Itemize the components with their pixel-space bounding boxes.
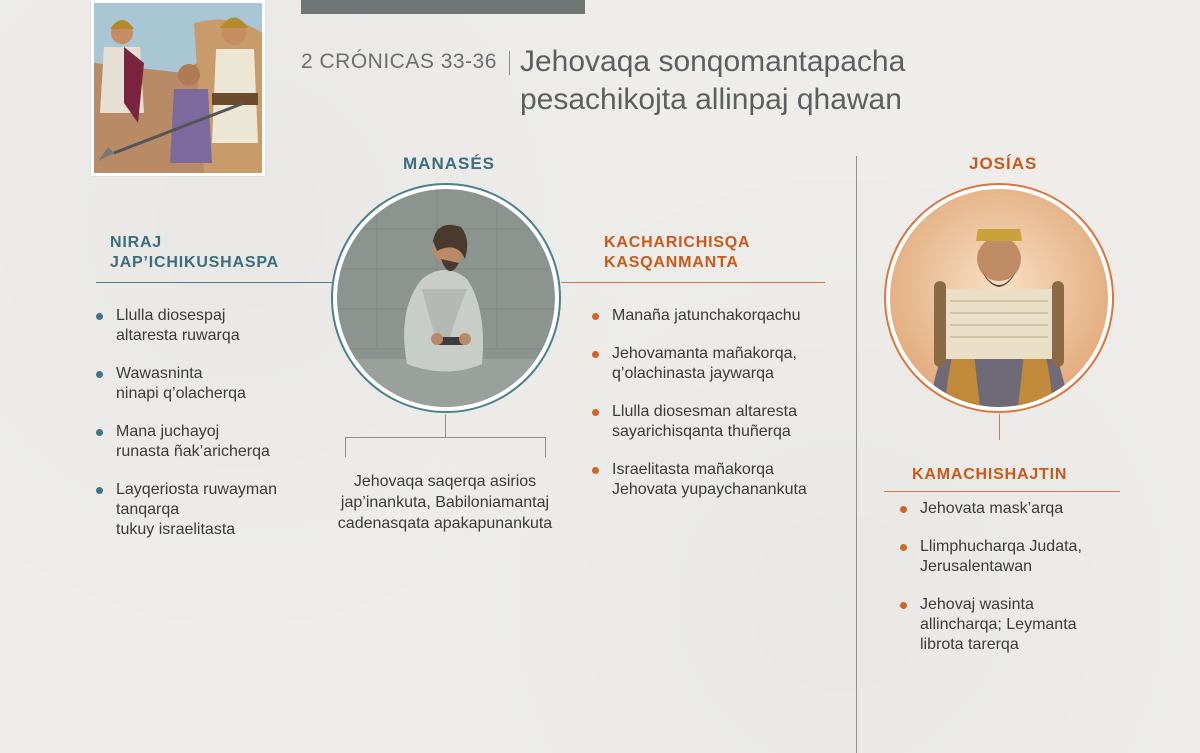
list-item bbox=[900, 537, 1130, 577]
scripture-reference: 2 CRÓNICAS 33-36 bbox=[301, 50, 497, 73]
list-item-line: Manaña jatunchakorqachu bbox=[612, 307, 801, 324]
repentance-divider bbox=[561, 282, 825, 283]
list-item-line: ninapi q’olacherqa bbox=[116, 385, 246, 402]
section-divider bbox=[856, 156, 857, 753]
repentance-heading-line: KASQANMANTA bbox=[604, 254, 739, 271]
list-item bbox=[96, 480, 326, 540]
list-item-line: Wawasninta bbox=[116, 365, 203, 382]
list-item-line: Israelitasta mañakorqa bbox=[612, 461, 774, 478]
list-item bbox=[96, 306, 326, 346]
caption-line: jap’inankuta, Babiloniamantaj bbox=[340, 494, 550, 511]
bad-deeds-divider bbox=[96, 282, 332, 283]
list-item-line: tukuy israelitasta bbox=[116, 521, 236, 538]
reign-divider bbox=[884, 491, 1120, 492]
soldiers-illustration-icon bbox=[94, 3, 262, 173]
header-separator bbox=[509, 51, 510, 75]
top-bar bbox=[301, 0, 585, 14]
list-item-line: Layqeriosta ruwayman bbox=[116, 481, 277, 498]
list-item-line: runasta ñak’aricherqa bbox=[116, 443, 270, 460]
josias-portrait bbox=[884, 183, 1114, 413]
list-item bbox=[96, 422, 326, 462]
bad-deeds-heading bbox=[110, 233, 279, 273]
manases-portrait bbox=[331, 183, 561, 413]
consequence-caption bbox=[305, 471, 585, 534]
list-item-line: Jehovamanta mañakorqa, bbox=[612, 345, 797, 362]
list-item-line: Llulla diosespaj bbox=[116, 307, 226, 324]
list-item-line: Jehovaj wasinta bbox=[920, 596, 1034, 613]
list-item bbox=[96, 364, 326, 404]
list-item-line: Jehovata mask’arqa bbox=[920, 500, 1064, 517]
list-item-line: librota tarerqa bbox=[920, 636, 1019, 653]
list-item-line: Llulla diosesman altaresta bbox=[612, 403, 797, 420]
page-title-line: pesachikojta allinpaj qhawan bbox=[520, 83, 902, 116]
list-item-line: tanqarqa bbox=[116, 501, 180, 518]
list-item bbox=[592, 402, 842, 442]
caption-line: cadenasqata apakapunankuta bbox=[337, 515, 553, 532]
josias-connector bbox=[999, 414, 1000, 440]
page-title bbox=[520, 43, 980, 119]
bad-deeds-heading-line: NIRAJ bbox=[110, 234, 163, 251]
list-item bbox=[900, 595, 1130, 655]
manasseh-in-chains-icon bbox=[337, 189, 555, 407]
list-item-line: Mana juchayoj bbox=[116, 423, 220, 440]
list-item-line: Llimphucharqa Judata, bbox=[920, 538, 1082, 555]
list-item bbox=[592, 460, 842, 500]
manases-name: MANASÉS bbox=[403, 154, 496, 173]
list-item-line: altaresta ruwarqa bbox=[116, 327, 240, 344]
list-item-line: Jehovata yupaychanankuta bbox=[612, 481, 807, 498]
bad-deeds-list bbox=[96, 306, 326, 540]
list-item-line: q’olachinasta jaywarqa bbox=[612, 365, 774, 382]
list-item bbox=[900, 499, 1130, 519]
list-item-line: Jerusalentawan bbox=[920, 558, 1033, 575]
connector-bracket bbox=[345, 437, 546, 457]
reign-heading bbox=[912, 465, 1067, 485]
connector-vertical bbox=[445, 414, 446, 437]
page-title-line: Jehovaqa sonqomantapacha bbox=[520, 45, 906, 78]
reign-heading-line: KAMACHISHAJTIN bbox=[912, 466, 1068, 483]
list-item-line: sayarichisqanta thuñerqa bbox=[612, 423, 791, 440]
repentance-list bbox=[592, 306, 842, 500]
list-item bbox=[592, 344, 842, 384]
list-item-line: allincharqa; Leymanta bbox=[920, 616, 1077, 633]
manasseh-captured-illustration bbox=[91, 0, 265, 176]
list-item bbox=[592, 306, 842, 326]
josias-name: JOSÍAS bbox=[969, 154, 1038, 173]
repentance-heading-line: KACHARICHISQA bbox=[604, 234, 751, 251]
reign-list bbox=[900, 499, 1130, 655]
repentance-heading bbox=[604, 233, 750, 273]
josiah-with-scroll-icon bbox=[890, 189, 1108, 407]
bad-deeds-heading-line: JAP’ICHIKUSHASPA bbox=[110, 254, 279, 271]
caption-line: Jehovaqa saqerqa asirios bbox=[353, 473, 537, 490]
